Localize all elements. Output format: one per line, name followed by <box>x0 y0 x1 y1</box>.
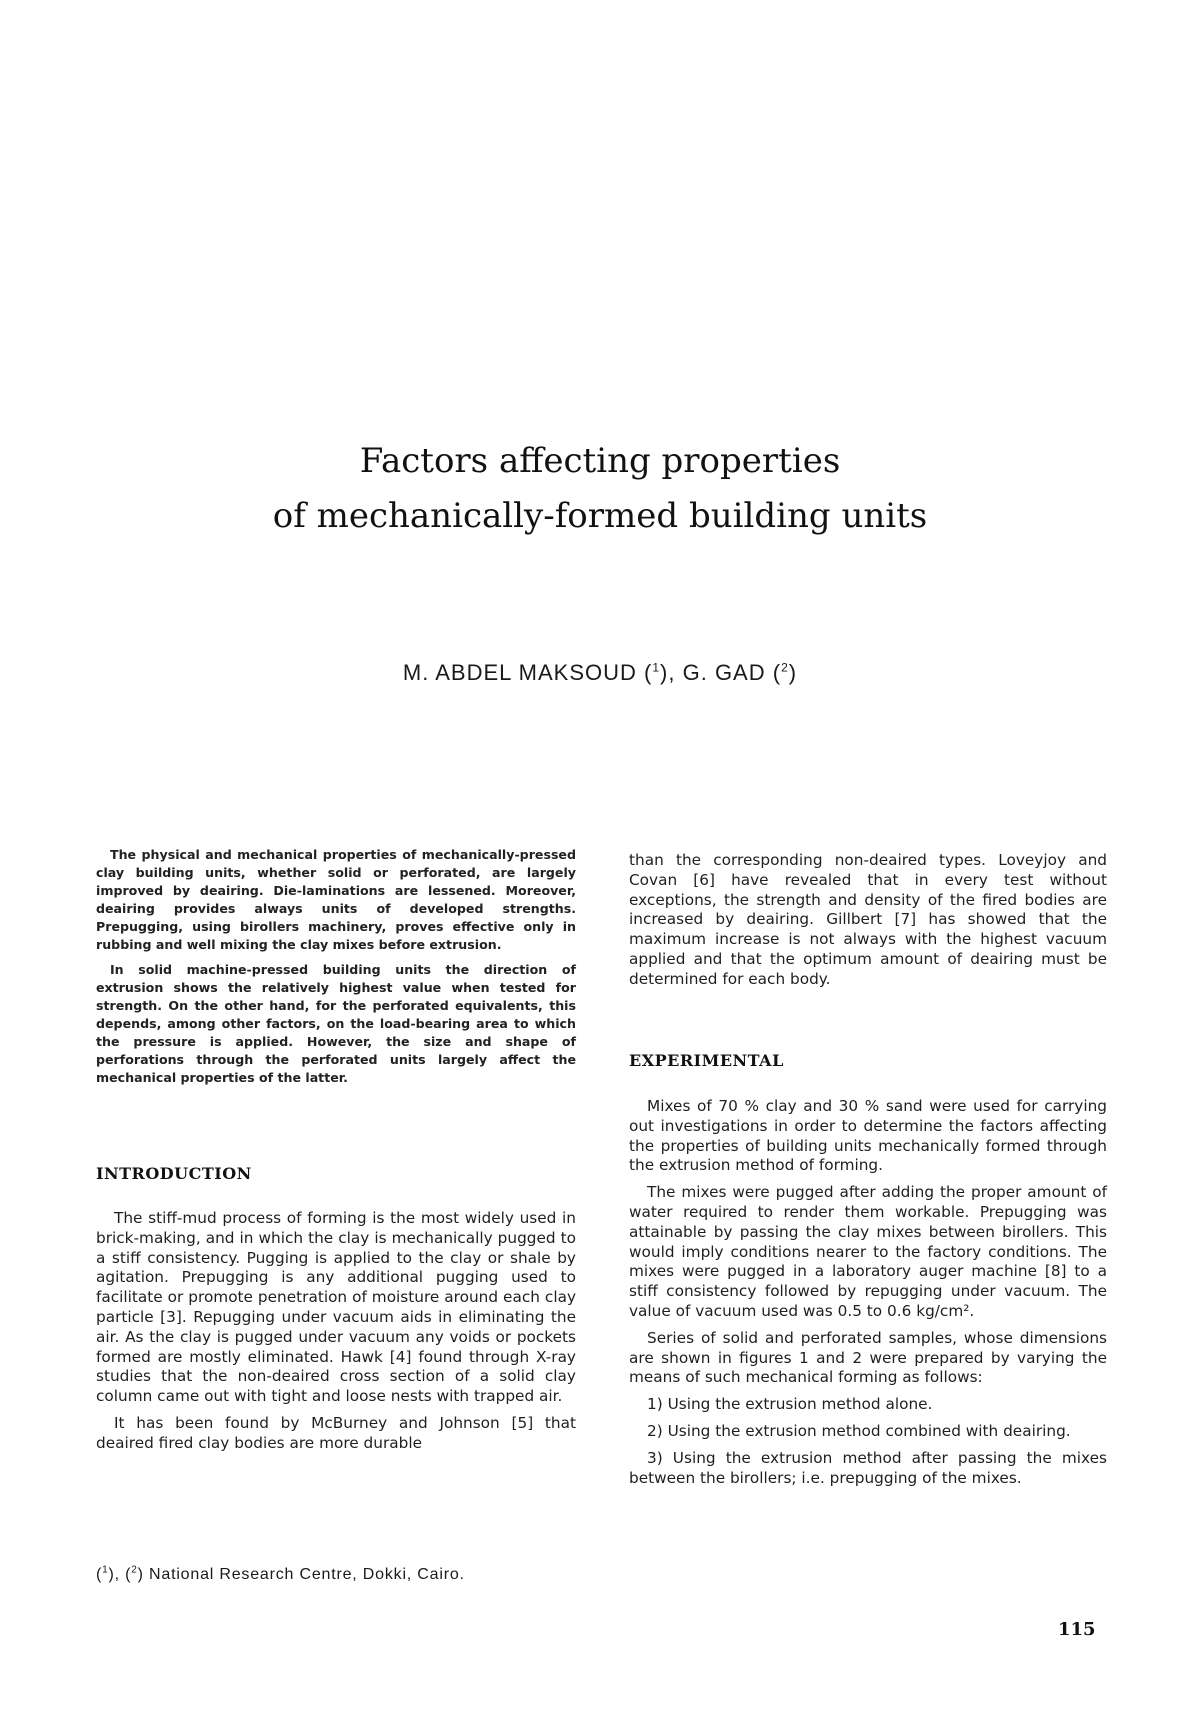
footnote-marker-2: 2 <box>131 1564 138 1576</box>
introduction-body <box>96 1209 576 1461</box>
abstract-paragraph-1: The physical and mechanical properties of mechanically-pressed clay building units, whether solid or perforated, are largely improved by deairing. Die-laminations are lessened. Moreover, deairing provides always units of developed strengths. Prepugging, using birollers machinery, proves effective only in rubbing and well mixing the clay mixes before extrusion. <box>96 847 576 952</box>
continuation-paragraph: than the corresponding non-deaired types. Loveyjoy and Covan [6] have revealed that in every test without exceptions, the strength and density of the fired bodies are increased by deairing. Gillbert [7] has showed that the maximum increase is not always with the highest vacuum applied and that the optimum amount of deairing must be determined for each body. <box>629 851 1107 988</box>
introduction-paragraph-1: The stiff-mud process of forming is the most widely used in brick-making, and in which the clay is mechanically pugged to a stiff consistency. Pugging is applied to the clay or shale by agitation. Prepugging is any additional pugging used to facilitate or promote penetration of moisture around each clay particle [3]. Repugging under vacuum aids in eliminating the air. As the clay is pugged under vacuum any voids or pockets formed are mostly eliminated. Hawk [4] found through X-ray studies that the non-deaired cross section of a solid clay column came out with tight and loose nests with trapped air. <box>96 1209 576 1406</box>
author-separator: , <box>668 660 683 685</box>
experimental-list-item-3: 3) Using the extrusion method after passing the mixes between the birollers; i.e. prepugging of the mixes. <box>629 1448 1107 1487</box>
page-number: 115 <box>1058 1619 1096 1640</box>
title-line-1: Factors affecting properties <box>359 441 841 481</box>
experimental-paragraph-1: Mixes of 70 % clay and 30 % sand were used for carrying out investigations in order to determine the factors affecting the properties of building units mechanically formed through the extrusion method of forming. <box>629 1097 1107 1175</box>
footnote: ($^1$), ($^2$) National Research Centre, Dokki, Cairo. <box>96 1564 465 1583</box>
experimental-body <box>629 1097 1107 1495</box>
right-column-continuation <box>629 851 1107 997</box>
experimental-list-item-1: 1) Using the extrusion method alone. <box>647 1395 933 1414</box>
author-line: M. ABDEL MAKSOUD ($^1$), G. GAD ($^2$) <box>402 660 798 685</box>
introduction-paragraph-2: It has been found by McBurney and Johnson [5] that deaired fired clay bodies are more durable <box>96 1413 576 1452</box>
experimental-paragraph-3: Series of solid and perforated samples, whose dimensions are shown in figures 1 and 2 were prepared by varying the means of such mechanical forming as follows: <box>629 1328 1107 1387</box>
abstract-paragraph-2: In solid machine-pressed building units the direction of extrusion shows the relatively highest value when tested for strength. On the other hand, for the perforated equivalents, this depends, among other factors, on the load-bearing area to which the pressure is applied. However, the size and shape of perforations through the perforated units largely affect the mechanical properties of the latter. <box>96 962 576 1085</box>
author-2: G. GAD <box>682 660 766 685</box>
abstract <box>96 846 576 1094</box>
experimental-paragraph-2: The mixes were pugged after adding the proper amount of water required to render them workable. Prepugging was attainable by passing the clay mixes between birollers. This would imply conditions nearer to the factory conditions. The mixes were pugged in a laboratory auger machine [8] to a stiff consistency followed by repugging under vacuum. The value of vacuum used was 0.5 to 0.6 kg/cm². <box>629 1183 1107 1320</box>
author-1: M. ABDEL MAKSOUD <box>402 660 637 685</box>
experimental-heading: EXPERIMENTAL <box>629 1051 784 1070</box>
paper-title <box>0 434 1200 544</box>
footnote-marker-1: 1 <box>102 1564 109 1576</box>
author-1-note: 1 <box>652 660 661 675</box>
footnote-text: National Research Centre, Dokki, Cairo. <box>149 1566 465 1583</box>
experimental-list-item-2: 2) Using the extrusion method combined with deairing. <box>647 1421 1071 1440</box>
introduction-heading: INTRODUCTION <box>96 1164 252 1183</box>
title-line-2: of mechanically-formed building units <box>272 496 928 536</box>
author-2-note: 2 <box>781 660 789 675</box>
